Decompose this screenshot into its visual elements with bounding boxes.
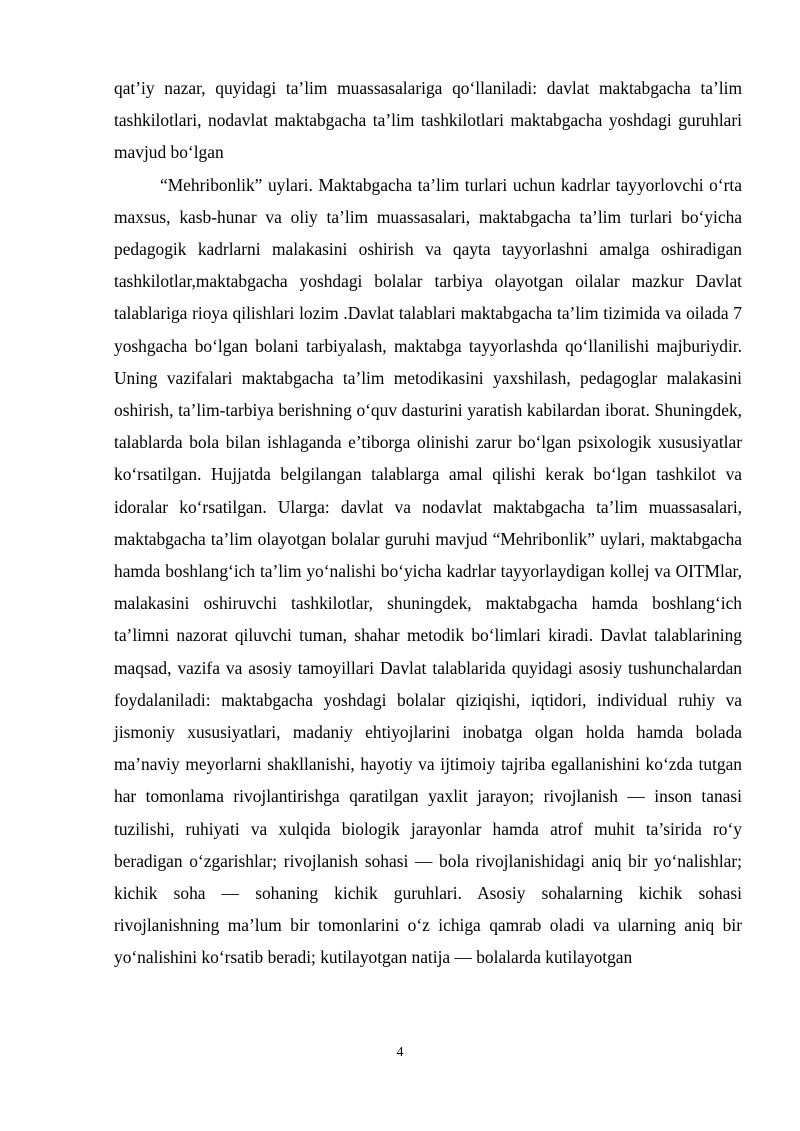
- document-page: [114, 72, 742, 974]
- paragraph-mehribonlik: “Mehribonlik” uylari. Maktabgacha ta’lim turlari uchun kadrlar tayyorlovchi o‘rta maxsus, kasb-hunar va oliy ta’lim muassasalari, maktabgacha ta’lim turlari bo‘yicha pedagogik kadrlarni malakasini oshirish va qayta tayyorlashni amalga oshiradigan tashkilotlar,maktabgacha yoshdagi bolalar tarbiya olayotgan oilalar mazkur Davlat talablariga rioya qilishlari lozim .Davlat talablari maktabgacha ta’lim tizimida va oilada 7 yoshgacha bo‘lgan bolani tarbiyalash, maktabga tayyorlashda qo‘llanilishi majburiydir. Uning vazifalari maktabgacha ta’lim metodikasini yaxshilash, pedagoglar malakasini oshirish, ta’lim-tarbiya berishning o‘quv dasturini yaratish kabilardan iborat. Shuningdek, talablarda bola bilan ishlaganda e’tiborga olinishi zarur bo‘lgan psixologik xususiyatlar ko‘rsatilgan. Hujjatda belgilangan talablarga amal qilishi kerak bo‘lgan tashkilot va idoralar ko‘rsatilgan. Ularga: davlat va nodavlat maktabgacha ta’lim muassasalari, maktabgacha ta’lim olayotgan bolalar guruhi mavjud “Mehribonlik” uylari, maktabgacha hamda boshlang‘ich ta’lim yo‘nalishi bo‘yicha kadrlar tayyorlaydigan kollej va OITMlar, malakasini oshiruvchi tashkilotlar, shuningdek, maktabgacha hamda boshlang‘ich ta’limni nazorat qiluvchi tuman, shahar metodik bo‘limlari kiradi. Davlat talablarining maqsad, vazifa va asosiy tamoyillari Davlat talablarida quyidagi asosiy tushunchalardan foydalaniladi: maktabgacha yoshdagi bolalar qiziqishi, iqtidori, individual ruhiy va jismoniy xususiyatlari, madaniy ehtiyojlarini inobatga olgan holda hamda bolada ma’naviy meyorlarni shakllanishi, hayotiy va ijtimoiy tajriba egallanishini ko‘zda tutgan har tomonlama rivojlantirishga qaratilgan yaxlit jarayon; rivojlanish — inson tanasi tuzilishi, ruhiyati va xulqida biologik jarayonlar hamda atrof muhit ta’sirida ro‘y beradigan o‘zgarishlar; rivojlanish sohasi — bola rivojlanishidagi aniq bir yo‘nalishlar; kichik soha — sohaning kichik guruhlari. Asosiy sohalarning kichik sohasi rivojlanishning ma’lum bir tomonlarini o‘z ichiga qamrab oladi va ularning aniq bir yo‘nalishini ko‘rsatib beradi; kutilayotgan natija — bolalarda kutilayotgan: [114, 174, 742, 968]
- paragraph-continuation: qat’iy nazar, quyidagi ta’lim muassasalariga qo‘llaniladi: davlat maktabgacha ta’lim tashkilotlari, nodavlat maktabgacha ta’lim tashkilotlari maktabgacha yoshdagi guruhlari mavjud bo‘lgan: [114, 78, 742, 163]
- page-number: 4: [396, 1045, 404, 1060]
